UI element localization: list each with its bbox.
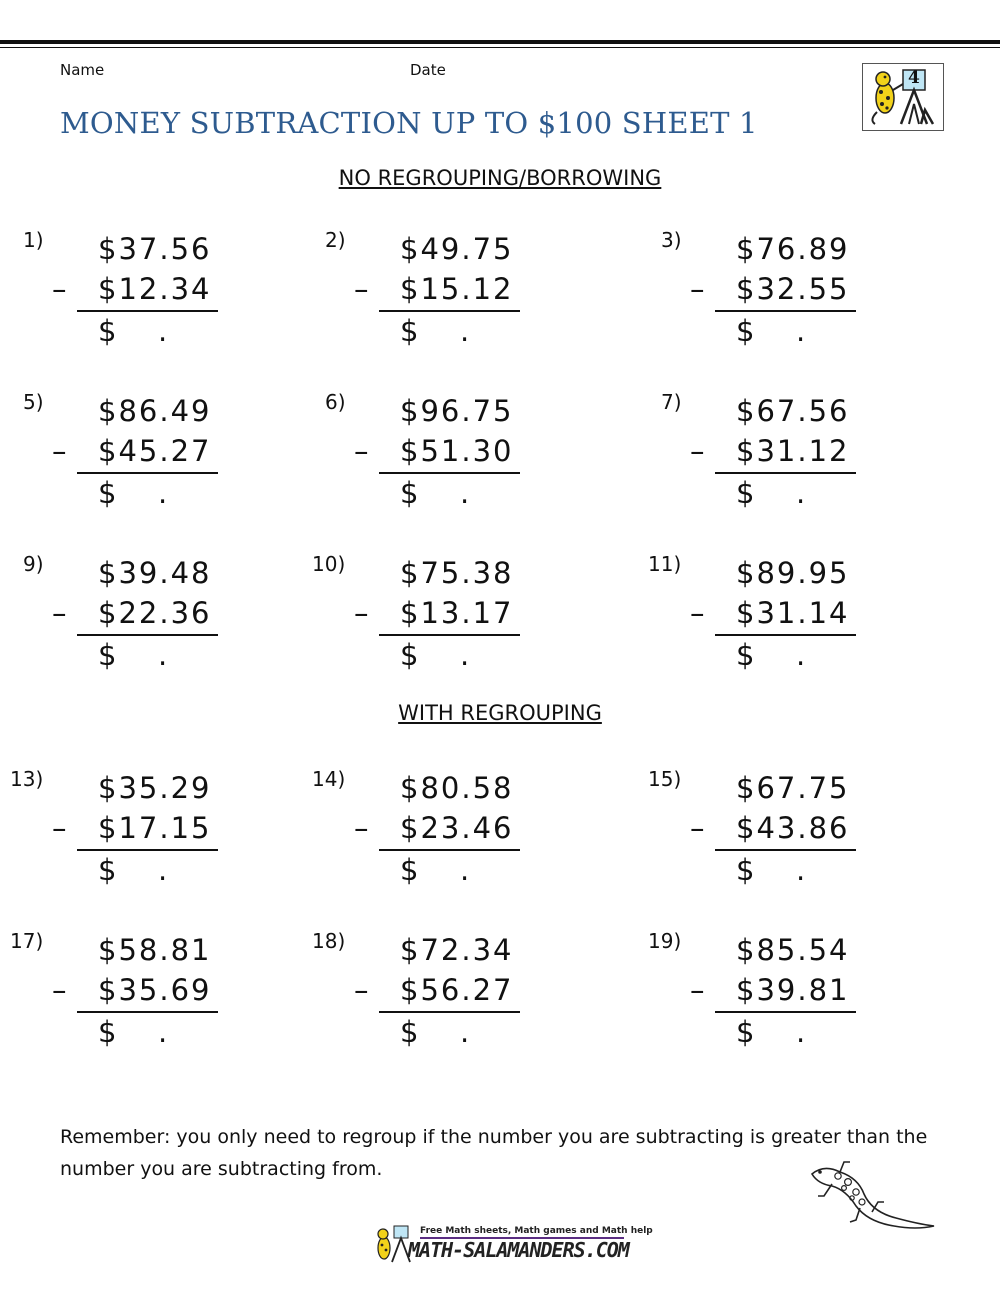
answer-decimal-point: . xyxy=(460,853,470,887)
minus-sign: – xyxy=(354,272,369,306)
answer-dollar-sign: $ xyxy=(400,476,419,510)
grade-badge: 4 xyxy=(908,68,920,88)
minuend: $76.89 xyxy=(736,232,850,266)
answer-rule xyxy=(715,1011,856,1013)
problem-number: 17) xyxy=(10,929,44,953)
section-heading-with-regrouping: WITH REGROUPING xyxy=(398,701,602,725)
subtrahend: $39.81 xyxy=(736,973,850,1007)
answer-rule xyxy=(715,310,856,312)
footer-tagline: Free Math sheets, Math games and Math help xyxy=(420,1226,653,1236)
answer-rule xyxy=(715,634,856,636)
problem-number: 10) xyxy=(312,552,346,576)
minus-sign: – xyxy=(52,811,67,845)
problem-number: 7) xyxy=(661,390,682,414)
page-title: MONEY SUBTRACTION UP TO $100 SHEET 1 xyxy=(60,106,758,140)
answer-decimal-point: . xyxy=(158,1015,168,1049)
answer-dollar-sign: $ xyxy=(400,314,419,348)
minus-sign: – xyxy=(690,973,705,1007)
minus-sign: – xyxy=(690,811,705,845)
footer-brand: MATH-SALAMANDERS.COM xyxy=(408,1238,629,1262)
minus-sign: – xyxy=(52,596,67,630)
answer-decimal-point: . xyxy=(796,314,806,348)
minuend: $80.58 xyxy=(400,771,514,805)
minuend: $58.81 xyxy=(98,933,212,967)
minus-sign: – xyxy=(52,434,67,468)
answer-decimal-point: . xyxy=(158,638,168,672)
problem-number: 5) xyxy=(23,390,44,414)
problem-number: 15) xyxy=(648,767,682,791)
minuend: $72.34 xyxy=(400,933,514,967)
problem-number: 13) xyxy=(10,767,44,791)
problem-item xyxy=(0,929,1000,1069)
subtrahend: $17.15 xyxy=(98,811,212,845)
minuend: $85.54 xyxy=(736,933,850,967)
problem-number: 6) xyxy=(325,390,346,414)
subtrahend: $51.30 xyxy=(400,434,514,468)
minus-sign: – xyxy=(354,434,369,468)
minus-sign: – xyxy=(690,272,705,306)
salamander-grade-icon xyxy=(863,64,943,130)
minus-sign: – xyxy=(354,596,369,630)
answer-rule xyxy=(715,472,856,474)
minuend: $37.56 xyxy=(98,232,212,266)
answer-dollar-sign: $ xyxy=(400,853,419,887)
subtrahend: $22.36 xyxy=(98,596,212,630)
answer-decimal-point: . xyxy=(158,314,168,348)
subtrahend: $35.69 xyxy=(98,973,212,1007)
section-heading-no-regrouping: NO REGROUPING/BORROWING xyxy=(338,166,662,190)
minuend: $96.75 xyxy=(400,394,514,428)
problem-number: 19) xyxy=(648,929,682,953)
minus-sign: – xyxy=(52,272,67,306)
minus-sign: – xyxy=(354,811,369,845)
top-rule-thick xyxy=(0,40,1000,44)
minuend: $75.38 xyxy=(400,556,514,590)
reminder-note: Remember: you only need to regroup if the number you are subtracting is greater than the number you are subtracting from. xyxy=(60,1126,928,1180)
answer-dollar-sign: $ xyxy=(736,638,755,672)
problem-number: 11) xyxy=(648,552,682,576)
minuend: $89.95 xyxy=(736,556,850,590)
problem-item xyxy=(0,552,1000,692)
subtrahend: $31.12 xyxy=(736,434,850,468)
minuend: $86.49 xyxy=(98,394,212,428)
problem-number: 9) xyxy=(23,552,44,576)
minuend: $67.56 xyxy=(736,394,850,428)
problem-item xyxy=(0,390,1000,530)
problem-number: 1) xyxy=(23,228,44,252)
minuend: $67.75 xyxy=(736,771,850,805)
answer-decimal-point: . xyxy=(460,314,470,348)
answer-dollar-sign: $ xyxy=(98,476,117,510)
problem-number: 18) xyxy=(312,929,346,953)
answer-decimal-point: . xyxy=(460,476,470,510)
answer-decimal-point: . xyxy=(796,476,806,510)
answer-decimal-point: . xyxy=(796,638,806,672)
minus-sign: – xyxy=(690,434,705,468)
answer-dollar-sign: $ xyxy=(736,853,755,887)
answer-decimal-point: . xyxy=(796,853,806,887)
subtrahend: $32.55 xyxy=(736,272,850,306)
answer-dollar-sign: $ xyxy=(400,1015,419,1049)
problem-number: 2) xyxy=(325,228,346,252)
salamander-illustration xyxy=(806,1160,938,1240)
date-label: Date xyxy=(410,61,446,79)
subtrahend: $45.27 xyxy=(98,434,212,468)
subtrahend: $56.27 xyxy=(400,973,514,1007)
problem-number: 3) xyxy=(661,228,682,252)
minus-sign: – xyxy=(52,973,67,1007)
answer-dollar-sign: $ xyxy=(98,853,117,887)
answer-dollar-sign: $ xyxy=(98,314,117,348)
minuend: $39.48 xyxy=(98,556,212,590)
top-rule-thin xyxy=(0,47,1000,48)
problem-number: 14) xyxy=(312,767,346,791)
subtrahend: $13.17 xyxy=(400,596,514,630)
footer-salamander-icon xyxy=(372,1224,412,1264)
answer-rule xyxy=(715,849,856,851)
answer-dollar-sign: $ xyxy=(736,314,755,348)
problem-item xyxy=(0,767,1000,907)
answer-dollar-sign: $ xyxy=(400,638,419,672)
subtrahend: $31.14 xyxy=(736,596,850,630)
salamander-icon xyxy=(806,1160,938,1240)
subtrahend: $15.12 xyxy=(400,272,514,306)
answer-decimal-point: . xyxy=(158,476,168,510)
answer-dollar-sign: $ xyxy=(736,1015,755,1049)
subtrahend: $43.86 xyxy=(736,811,850,845)
minus-sign: – xyxy=(690,596,705,630)
problem-item xyxy=(0,228,1000,368)
answer-dollar-sign: $ xyxy=(98,1015,117,1049)
footer-logo[interactable] xyxy=(372,1222,653,1266)
minus-sign: – xyxy=(354,973,369,1007)
answer-decimal-point: . xyxy=(158,853,168,887)
subtrahend: $12.34 xyxy=(98,272,212,306)
answer-dollar-sign: $ xyxy=(736,476,755,510)
answer-dollar-sign: $ xyxy=(98,638,117,672)
grade-logo xyxy=(862,63,944,131)
name-label: Name xyxy=(60,61,105,79)
subtrahend: $23.46 xyxy=(400,811,514,845)
answer-decimal-point: . xyxy=(460,1015,470,1049)
answer-decimal-point: . xyxy=(796,1015,806,1049)
minuend: $49.75 xyxy=(400,232,514,266)
minuend: $35.29 xyxy=(98,771,212,805)
answer-decimal-point: . xyxy=(460,638,470,672)
